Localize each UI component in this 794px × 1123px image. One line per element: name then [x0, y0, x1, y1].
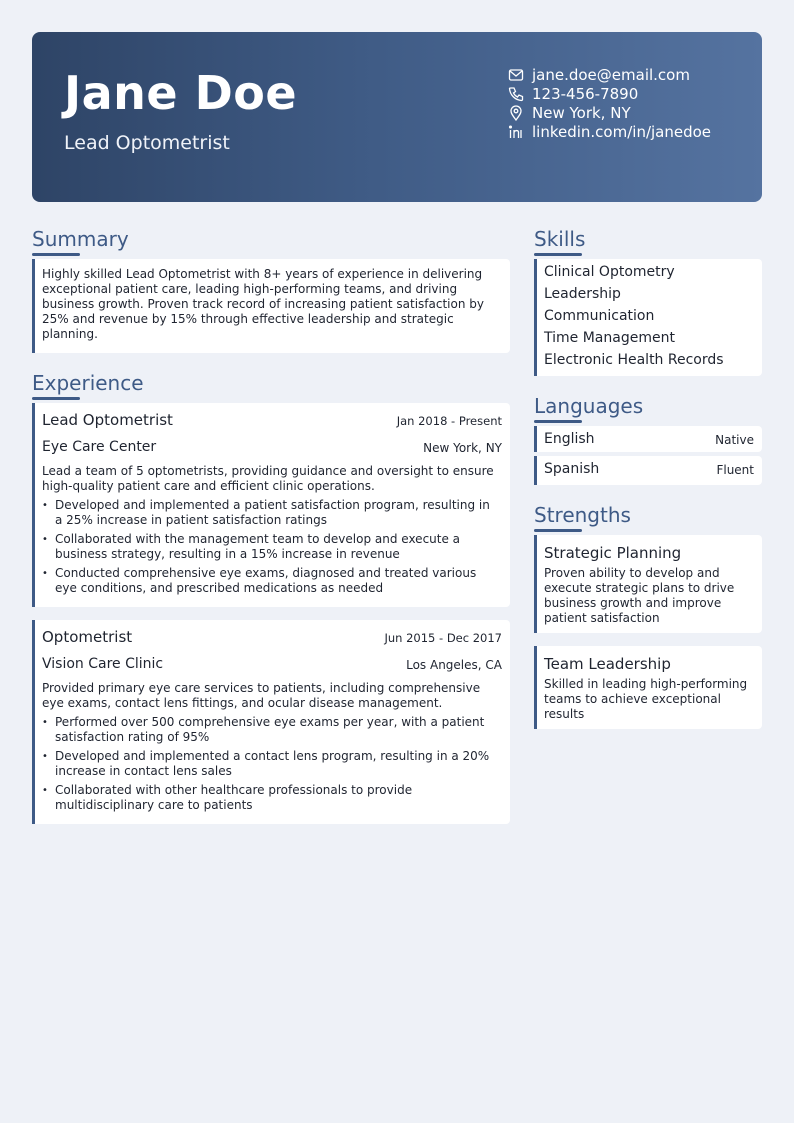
job-role: Lead Optometrist [42, 411, 173, 429]
skill-item: Time Management [544, 330, 675, 346]
language-level: Fluent [716, 463, 754, 477]
skills-heading: Skills [534, 227, 586, 251]
location-text: New York, NY [532, 103, 631, 122]
skill-item: Electronic Health Records [544, 352, 724, 368]
job-bullet: • Developed and implemented a patient satisfaction program, resulting in a 25% increase in patient satisfaction ratings [42, 498, 490, 528]
contact-list [508, 65, 758, 141]
contact-location [508, 103, 758, 122]
job-description: Provided primary eye care services to patients, including comprehensive eye exams, contact lens fittings, and ocular disease management. [42, 681, 481, 710]
job-bullet: • Collaborated with the management team to develop and execute a business strategy, resulting in a 15% increase in revenue [42, 532, 490, 562]
phone-icon [508, 86, 524, 102]
language-level: Native [715, 433, 754, 447]
languages-underline [534, 420, 582, 423]
job-role: Optometrist [42, 628, 133, 646]
strengths-heading: Strengths [534, 503, 631, 527]
contact-email[interactable] [508, 65, 758, 84]
skill-item: Clinical Optometry [544, 264, 675, 280]
job-description: Lead a team of 5 optometrists, providing guidance and oversight to ensure high-quality patient care and efficient clinic operations. [42, 464, 494, 493]
candidate-title: Lead Optometrist [64, 132, 230, 154]
resume-header [32, 32, 762, 202]
summary-heading: Summary [32, 227, 129, 251]
summary-underline [32, 253, 80, 256]
contact-linkedin[interactable] [508, 122, 758, 141]
experience-underline [32, 397, 80, 400]
job-bullet: • Collaborated with other healthcare professionals to provide multidisciplinary care to patients [42, 783, 490, 813]
contact-phone[interactable] [508, 84, 758, 103]
strength-title: Team Leadership [544, 655, 671, 673]
linkedin-icon [508, 124, 524, 140]
linkedin-text: linkedin.com/in/janedoe [532, 122, 712, 141]
strength-description: Skilled in leading high-performing teams to achieve exceptional results [544, 677, 748, 721]
job-bullet: • Conducted comprehensive eye exams, diagnosed and treated various eye conditions, and prescribed medications as needed [42, 566, 490, 596]
job-location: Los Angeles, CA [406, 658, 502, 672]
strength-title: Strategic Planning [544, 544, 682, 562]
language-name: English [544, 431, 595, 447]
job-company: Vision Care Clinic [42, 656, 164, 672]
email-text: jane.doe@email.com [532, 65, 690, 84]
job-location: New York, NY [423, 441, 502, 455]
experience-heading: Experience [32, 371, 144, 395]
skills-underline [534, 253, 582, 256]
job-bullet: • Developed and implemented a contact lens program, resulting in a 20% increase in contact lens sales [42, 749, 490, 779]
job-bullet: • Performed over 500 comprehensive eye exams per year, with a patient satisfaction rating of 95% [42, 715, 490, 745]
candidate-name: Jane Doe [64, 66, 298, 120]
languages-heading: Languages [534, 394, 644, 418]
map-pin-icon [508, 105, 524, 121]
phone-text: 123-456-7890 [532, 84, 639, 103]
summary-text: Highly skilled Lead Optometrist with 8+ years of experience in delivering exceptional patient care, leading high-performing teams, and driving business growth. Proven track record of increasing patient satisfaction by 25% and revenue by 15% through effective leadership and strategic planning. [42, 267, 484, 341]
job-dates: Jan 2018 - Present [396, 414, 502, 428]
skill-item: Communication [544, 308, 655, 324]
strengths-underline [534, 529, 582, 532]
skill-item: Leadership [544, 286, 621, 302]
strength-description: Proven ability to develop and execute strategic plans to drive business growth and improve patient satisfaction [544, 566, 735, 625]
mail-icon [508, 67, 524, 83]
job-dates: Jun 2015 - Dec 2017 [384, 631, 502, 645]
job-company: Eye Care Center [42, 439, 157, 455]
language-name: Spanish [544, 461, 600, 477]
